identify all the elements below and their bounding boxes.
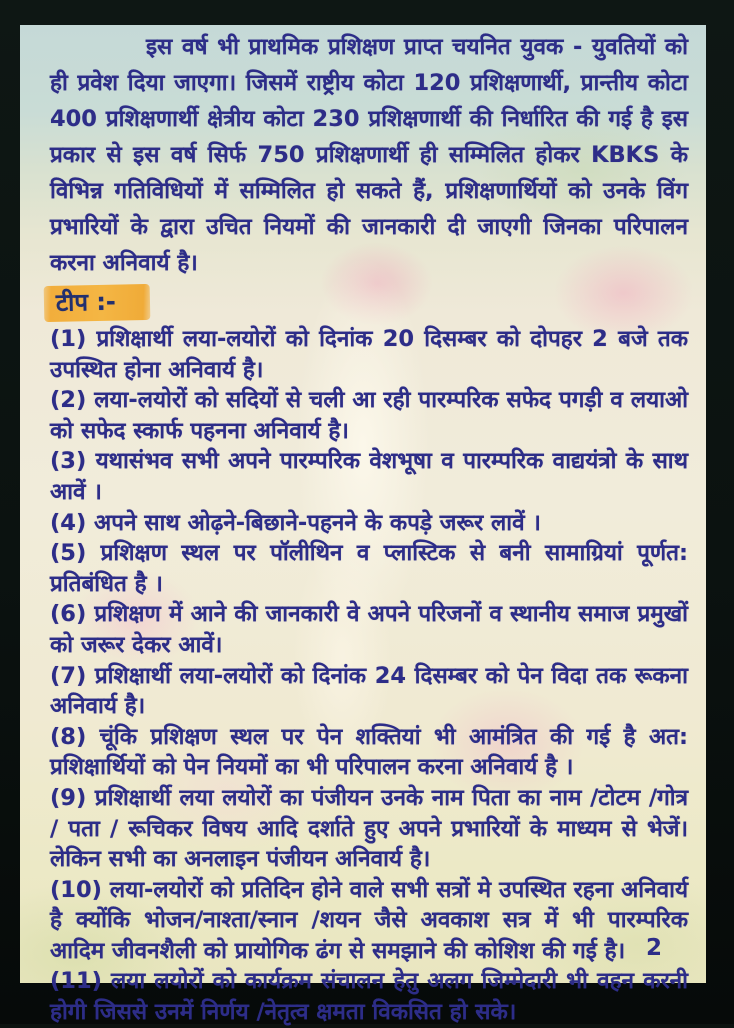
- note-item-5: (5) प्रशिक्षण स्थल पर पॉलीथिन व प्लास्टिक से बनी सामाग्रियां पूर्णत: प्रतिबंधित है ।: [50, 540, 688, 597]
- note-heading-row: [44, 285, 688, 321]
- note-item-4: (4) अपने साथ ओढ़ने-बिछाने-पहनने के कपड़े जरूर लावें ।: [50, 509, 541, 536]
- note-item-9: (9) प्रशिक्षार्थी लया लयोरों का पंजीयन उनके नाम पिता का नाम /टोटम /गोत्र / पता / रूचिकर विषय आदि दर्शाते हुए अपने प्रभारियों के माध्यम से भेजें।लेकिन सभी का अनलाइन पंजीयन अनिवार्य है।: [50, 784, 688, 873]
- page-number: 2: [645, 935, 662, 961]
- notes-list: [50, 324, 688, 1028]
- note-item-3: (3) यथासंभव सभी अपने पारम्परिक वेशभूषा व पारम्परिक वाद्ययंत्रो के साथ आवें ।: [50, 448, 688, 505]
- note-item-11: (11) लया लयोरों को कार्यक्रम संचालन हेतु अलग जिम्मेदारी भी वहन करनी होगी जिससे उनमें निर्णय /नेतृत्व क्षमता विकसित हो सके।: [50, 968, 688, 1026]
- note-item-6: (6) प्रशिक्षण में आने की जानकारी वे अपने परिजनों व स्थानीय समाज प्रमुखों को जरूर देकर आवें।: [50, 601, 688, 658]
- note-heading-highlight: टीप :-: [44, 284, 151, 322]
- note-item-1: (1) प्रशिक्षार्थी लया-लयोरों को दिनांक 20 दिसम्बर को दोपहर 2 बजे तक उपस्थित होना अनिवार्य है।: [50, 326, 688, 383]
- notice-content: [20, 25, 706, 1026]
- intro-paragraph: इस वर्ष भी प्राथमिक प्रशिक्षण प्राप्त चयनित युवक - युवतियों को ही प्रवेश दिया जाएगा। जिसमें राष्ट्रीय कोटा 120 प्रशिक्षणार्थी, प्रान्तीय कोटा 400 प्रशिक्षणार्थी क्षेत्रीय कोटा 230 प्रशिक्षणार्थी की निर्धारित की गई है इस प्रकार से इस वर्ष सिर्फ 750 प्रशिक्षणार्थी ही सम्मिलित होकर KBKS के विभिन्न गतिविधियों में सम्मिलित हो सकते हैं, प्रशिक्षणार्थियों को उनके विंग प्रभारियों के द्वारा उचित नियमों की जानकारी दी जाएगी जिनका परिपालन करना अनिवार्य है।: [50, 34, 688, 276]
- note-item-2: (2) लया-लयोरों को सदियों से चली आ रही पारम्परिक सफेद पगड़ी व लयाओ को सफेद स्कार्फ पहनना अनिवार्य है।: [50, 387, 688, 444]
- note-item-8: (8) चूंकि प्रशिक्षण स्थल पर पेन शक्तियां भी आमंत्रित की गई है अत: प्रशिक्षार्थियों को पेन नियमों का भी परिपालन करना अनिवार्य है ।: [50, 723, 688, 781]
- notice-page: [20, 25, 706, 1026]
- note-item-7: (7) प्रशिक्षार्थी लया-लयोरों को दिनांक 24 दिसम्बर को पेन विदा तक रूकना अनिवार्य है।: [50, 662, 688, 720]
- note-item-10: (10) लया-लयोरों को प्रतिदिन होने वाले सभी सत्रों मे उपस्थित रहना अनिवार्य है क्योंकि भोजन/नाश्ता/स्नान /शयन जैसे अवकाश सत्र में भी पारम्परिक आदिम जीवनशैली को प्रायोगिक ढंग से समझाने की कोशिश की गई है।: [50, 876, 688, 964]
